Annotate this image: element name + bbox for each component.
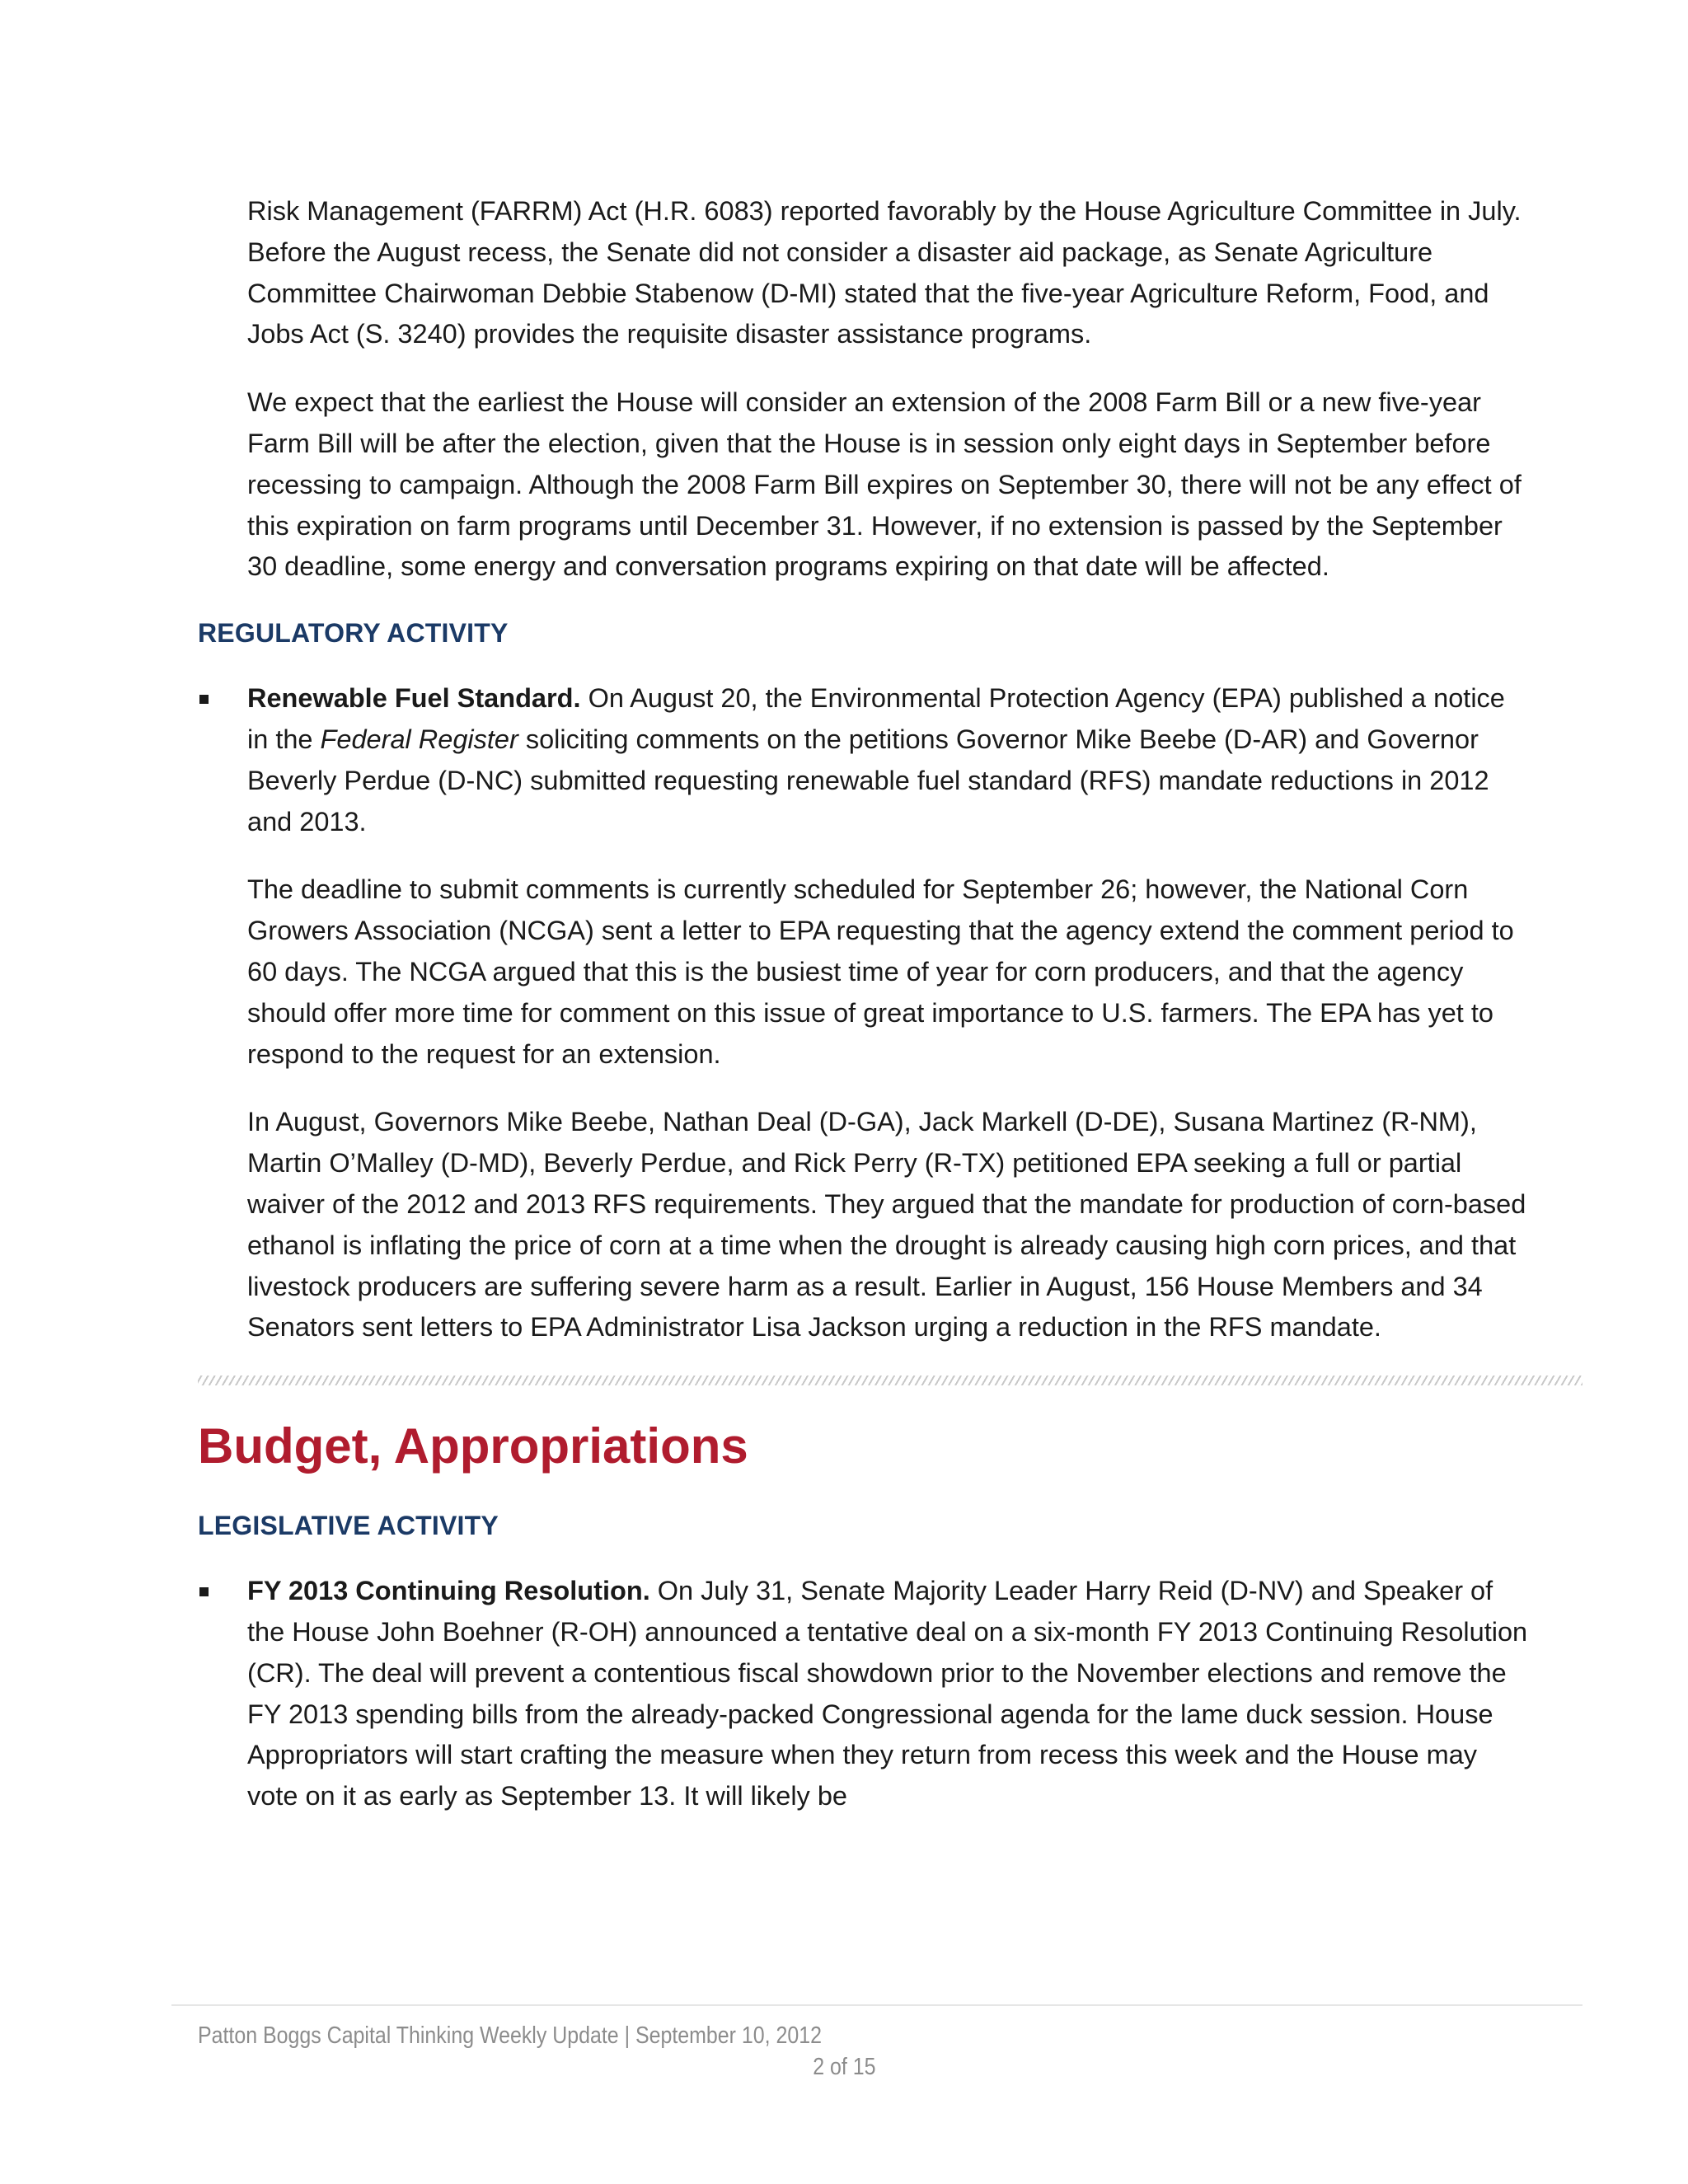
rfs-bullet-text-a: On August 20, the Environmental Protection Agency (EPA) published a notice in the xyxy=(247,683,1505,754)
regulatory-activity-heading: REGULATORY ACTIVITY xyxy=(198,618,509,649)
rfs-bullet-lead: Renewable Fuel Standard. xyxy=(247,683,581,714)
cr-bullet-item xyxy=(198,1571,1533,1817)
section-divider xyxy=(198,1376,1582,1385)
farm-bill-paragraph-2: We expect that the earliest the House will consider an extension of the 2008 Farm Bill or a new five-year Farm Bill will be after the election, given that the House is in session only eight days in September before recessing to campaign. Although the 2008 Farm Bill expires on September 30, there will not be any effect of this expiration on farm programs until December 31. However, if no extension is passed by the September 30 deadline, some energy and conversation programs expiring on that date will be affected. xyxy=(247,387,1522,582)
footer-publication: Patton Boggs Capital Thinking Weekly Update | September 10, 2012 xyxy=(198,2022,823,2049)
footer-rule xyxy=(171,2004,1582,2006)
page-content xyxy=(198,191,1582,1844)
rfs-paragraph-2: The deadline to submit comments is currently scheduled for September 26; however, the National Corn Growers Association (NCGA) sent a letter to EPA requesting that the agency extend the comment period to 60 days. The NCGA argued that this is the busiest time of year for corn producers, and that the agency should offer more time for comment on this issue of great importance to U.S. farmers. The EPA has yet to respond to the request for an extension. xyxy=(247,874,1514,1069)
farm-bill-paragraph-1: Risk Management (FARRM) Act (H.R. 6083) reported favorably by the House Agriculture Committee in July. Before the August recess, the Senate did not consider a disaster aid package, as Senate Agriculture Committee Chairwoman Debbie Stabenow (D-MI) stated that the five-year Agriculture Reform, Food, and Jobs Act (S. 3240) provides the requisite disaster assistance programs. xyxy=(247,196,1522,349)
federal-register-italic: Federal Register xyxy=(320,724,518,754)
legislative-activity-heading: LEGISLATIVE ACTIVITY xyxy=(198,1511,499,1541)
cr-bullet-text: On July 31, Senate Majority Leader Harry Reid (D-NV) and Speaker of the House John Boehner (R-OH) announced a tentative deal on a six-month FY 2013 Continuing Resolution (CR). The deal will prevent a contentious fiscal showdown prior to the November elections and remove the FY 2013 spending bills from the already-packed Congressional agenda for the lame duck session. House Appropriators will start crafting the measure when they return from recess this week and the House may vote on it as early as September 13. It will likely be xyxy=(247,1576,1528,1811)
page-number-text: 2 of 15 xyxy=(812,2054,876,2080)
rfs-bullet-text-b: soliciting comments on the petitions Governor Mike Beebe (D-AR) and Governor Beverly Perdue (D-NC) submitted requesting renewable fuel standard (RFS) mandate reductions in 2012 and 2013. xyxy=(247,724,1489,837)
bullet-square-icon xyxy=(199,1587,209,1596)
budget-section-title: Budget, Appropriations xyxy=(198,1418,748,1474)
bullet-square-icon xyxy=(199,695,209,704)
cr-bullet-lead: FY 2013 Continuing Resolution. xyxy=(247,1576,650,1606)
footer-page-number xyxy=(0,2052,1688,2082)
rfs-paragraph-3: In August, Governors Mike Beebe, Nathan Deal (D-GA), Jack Markell (D-DE), Susana Martinez (R-NM), Martin O’Malley (D-MD), Beverly Perdue, and Rick Perry (R-TX) petitioned EPA seeking a full or partial waiver of the 2012 and 2013 RFS requirements. They argued that the mandate for production of corn-based ethanol is inflating the price of corn at a time when the drought is already causing high corn prices, and that livestock producers are suffering severe harm as a result. Earlier in August, 156 House Members and 34 Senators sent letters to EPA Administrator Lisa Jackson urging a reduction in the RFS mandate. xyxy=(247,1107,1526,1343)
rfs-bullet-item xyxy=(198,678,1533,842)
